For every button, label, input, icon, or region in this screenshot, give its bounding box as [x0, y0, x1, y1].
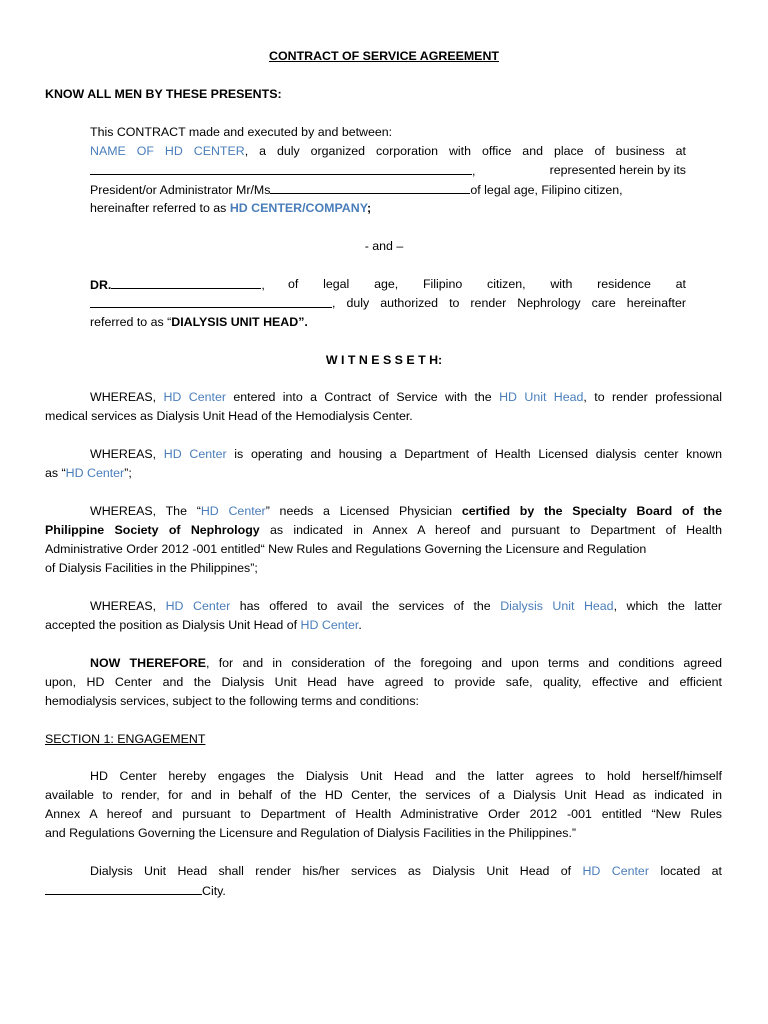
residence-blank[interactable] [90, 294, 332, 308]
party1-line3: President/or Administrator Mr/Ms of legal age, Filipino citizen, [90, 180, 686, 200]
president-name-blank[interactable] [270, 180, 470, 194]
party2-line1: DR. , of legal age, Filipino citizen, with residence at [90, 277, 686, 292]
party1-line1: NAME OF HD CENTER, a duly organized corporation with office and place of business at [90, 144, 686, 158]
section1-p1-line2: available to render, for and in behalf of the HD Center, the services of a Dialysis Unit Head as indicated in [45, 788, 722, 802]
city-blank[interactable] [45, 881, 202, 895]
and-separator: - and – [364, 239, 404, 253]
now-therefore-line1: NOW THEREFORE, for and in consideration of the foregoing and upon terms and conditions agreed [90, 656, 723, 670]
party2-line3: referred to as “DIALYSIS UNIT HEAD”. [90, 315, 308, 329]
section1-heading: SECTION 1: ENGAGEMENT [45, 732, 206, 746]
section1-p2-line2: City. [45, 881, 226, 901]
preamble: KNOW ALL MEN BY THESE PRESENTS: [45, 87, 282, 101]
party2-line2: , duly authorized to render Nephrology care hereinafter [90, 294, 686, 314]
doctor-name-blank[interactable] [111, 275, 261, 289]
section1-p1-line3: Annex A hereof and pursuant to Department of Health Administrative Order 2012 -001 entitled “New Rules [45, 807, 722, 821]
now-therefore-line2: upon, HD Center and the Dialysis Unit Head have agreed to provide safe, quality, effective and efficient [45, 675, 722, 689]
whereas1-line2: medical services as Dialysis Unit Head of the Hemodialysis Center. [45, 409, 413, 423]
document-title: CONTRACT OF SERVICE AGREEMENT [269, 49, 499, 63]
whereas3-line2: Philippine Society of Nephrology as indicated in Annex A hereof and pursuant to Department of Health [45, 523, 723, 537]
whereas4-line2: accepted the position as Dialysis Unit Head of HD Center. [45, 618, 362, 632]
address-blank[interactable] [90, 161, 472, 175]
witnesseth-heading: W I T N E S S E T H: [325, 353, 443, 367]
whereas4-line1: WHEREAS, HD Center has offered to avail the services of the Dialysis Unit Head, which the latter [90, 599, 722, 613]
now-therefore-line3: hemodialysis services, subject to the following terms and conditions: [45, 694, 419, 708]
section1-p1-line1: HD Center hereby engages the Dialysis Unit Head and the latter agrees to hold herself/himself [90, 769, 722, 783]
section1-p2-line1: Dialysis Unit Head shall render his/her services as Dialysis Unit Head of HD Center located at [90, 864, 722, 878]
whereas2-line2: as “HD Center”; [45, 466, 132, 480]
hd-center-name: NAME OF HD CENTER [90, 144, 245, 158]
whereas1-line1: WHEREAS, HD Center entered into a Contract of Service with the HD Unit Head, to render professional [90, 390, 722, 404]
section1-p1-line4: and Regulations Governing the Licensure and Regulation of Dialysis Facilities in the Philippines.” [45, 826, 577, 840]
contract-intro: This CONTRACT made and executed by and between: [90, 125, 393, 139]
hd-center-alias: HD CENTER/COMPANY [229, 201, 368, 215]
whereas3-line1: WHEREAS, The “HD Center” needs a Licensed Physician certified by the Specialty Board of the [90, 504, 723, 518]
dialysis-unit-head-alias: DIALYSIS UNIT HEAD [171, 315, 299, 329]
whereas3-line4: of Dialysis Facilities in the Philippines”; [45, 561, 258, 575]
party1-line2: , represented herein by its [90, 161, 686, 181]
whereas3-line3: Administrative Order 2012 -001 entitled“ New Rules and Regulations Governing the Licensure and Regulation [45, 542, 647, 556]
party1-line4: hereinafter referred to as HD CENTER/COMPANY; [90, 201, 372, 215]
whereas2-line1: WHEREAS, HD Center is operating and housing a Department of Health Licensed dialysis center known [90, 447, 722, 461]
